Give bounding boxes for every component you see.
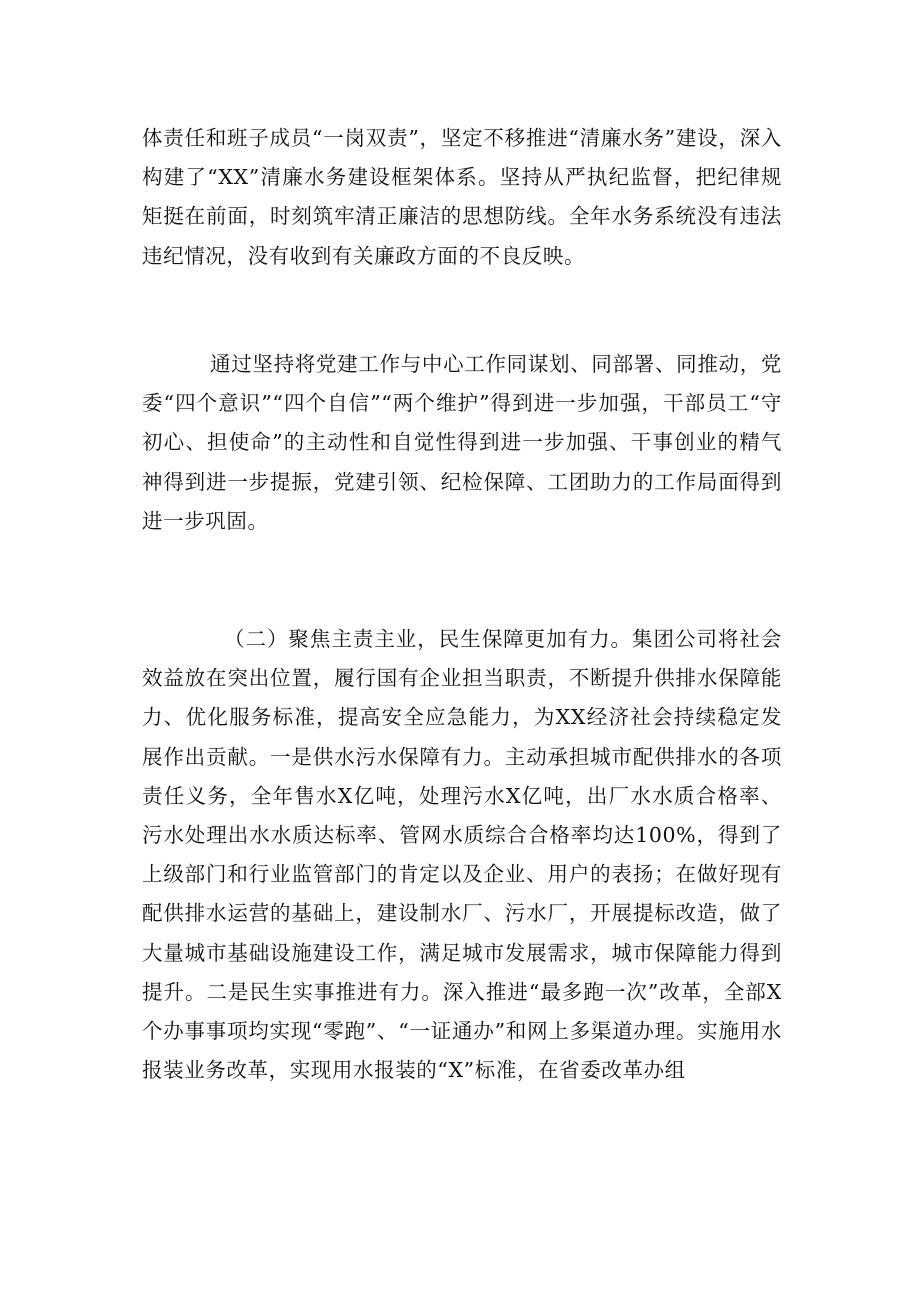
- paragraph-integrity: 体责任和班子成员“一岗双责”，坚定不移推进“清廉水务”建设，深入构建了“XX”清廉水务建设框架体系。坚持从严执纪监督，把纪律规矩挺在前面，时刻筑牢清正廉洁的思想防线。全年水务系统没有违法违纪情况，没有收到有关廉政方面的不良反映。: [142, 126, 782, 268]
- paragraph-livelihood: （二）聚焦主责主业，民生保障更加有力。集团公司将社会效益放在突出位置，履行国有企业担当职责，不断提升供排水保障能力、优化服务标准，提高安全应急能力，为XX经济社会持续稳定发展作出贡献。一是供水污水保障有力。主动承担城市配供排水的各项责任义务，全年售水X亿吨，处理污水X亿吨，出厂水水质合格率、污水处理出水水质达标率、管网水质综合合格率均达100%，得到了上级部门和行业监管部门的肯定以及企业、用户的表扬；在做好现有配供排水运营的基础上，建设制水厂、污水厂，开展提标改造，做了大量城市基础设施建设工作，满足城市发展需求，城市保障能力得到提升。二是民生实事推进有力。深入推进“最多跑一次”改革，全部X个办事事项均实现“零跑”、“一证通办”和网上多渠道办理。实施用水报装业务改革，实现用水报装的“X”标准，在省委改革办组: [142, 627, 782, 1083]
- paragraph-party-building: 通过坚持将党建工作与中心工作同谋划、同部署、同推动，党委“四个意识”“四个自信”“两个维护”得到进一步加强，干部员工“守初心、担使命”的主动性和自觉性得到进一步加强、干事创业的精气神得到进一步提振，党建引领、纪检保障、工团助力的工作局面得到进一步巩固。: [142, 352, 782, 533]
